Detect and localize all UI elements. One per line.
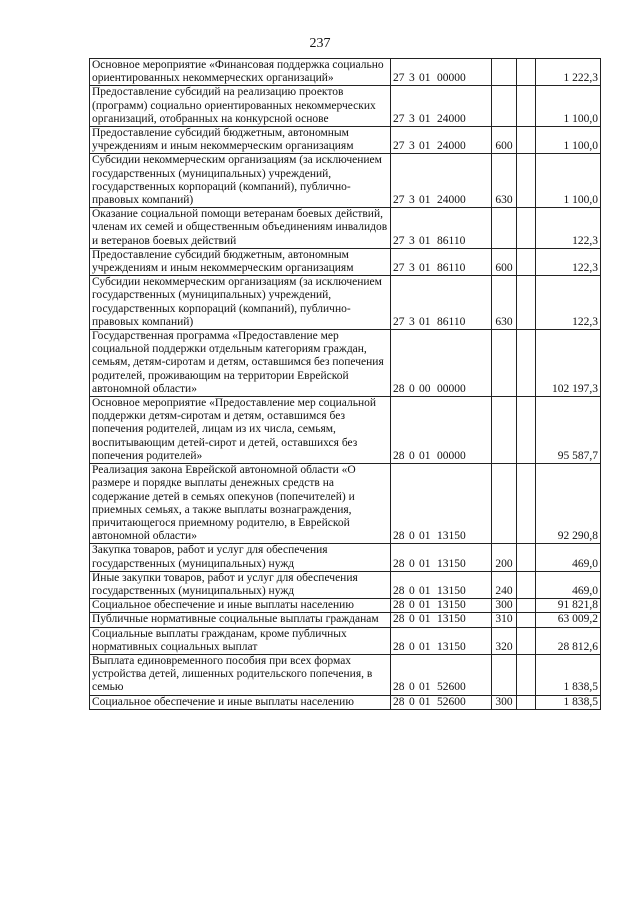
code-part: 01 [419, 640, 431, 653]
code-part: 0 [409, 613, 415, 626]
row-expense-type [492, 654, 517, 695]
row-expense-type: 310 [492, 613, 517, 627]
code-part: 28 [393, 557, 405, 570]
row-code [391, 571, 492, 598]
table-row [90, 59, 601, 86]
code-part: 27 [393, 262, 405, 275]
code-part: 13150 [437, 599, 466, 612]
row-name: Социальные выплаты гражданам, кроме публичных нормативных социальных выплат [90, 627, 391, 654]
row-code [391, 330, 492, 397]
row-empty-cell [517, 571, 536, 598]
code-part: 01 [419, 599, 431, 612]
code-part: 01 [419, 234, 431, 247]
code-part: 27 [393, 112, 405, 125]
row-sum: 28 812,6 [536, 627, 601, 654]
code-part: 27 [393, 72, 405, 85]
row-expense-type [492, 59, 517, 86]
code-part: 01 [419, 695, 431, 708]
row-empty-cell [517, 248, 536, 275]
code-part: 28 [393, 695, 405, 708]
row-empty-cell [517, 544, 536, 571]
row-name: Субсидии некоммерческим организациям (за исключением государственных (муниципальных) учреждений, государственных корпораций (компаний), публично-правовых компаний) [90, 276, 391, 330]
code-part: 28 [393, 449, 405, 462]
code-part: 0 [409, 599, 415, 612]
code-part: 3 [409, 112, 415, 125]
code-part: 01 [419, 112, 431, 125]
row-empty-cell [517, 464, 536, 544]
row-code [391, 59, 492, 86]
table-row [90, 330, 601, 397]
code-part: 3 [409, 140, 415, 153]
row-sum: 95 587,7 [536, 397, 601, 464]
row-sum: 1 838,5 [536, 695, 601, 709]
code-part: 52600 [437, 695, 466, 708]
row-expense-type: 200 [492, 544, 517, 571]
row-expense-type [492, 330, 517, 397]
row-sum: 469,0 [536, 544, 601, 571]
code-part: 0 [409, 530, 415, 543]
code-part: 3 [409, 194, 415, 207]
row-empty-cell [517, 599, 536, 613]
row-expense-type [492, 397, 517, 464]
row-sum: 1 100,0 [536, 86, 601, 127]
table-row [90, 464, 601, 544]
code-part: 0 [409, 695, 415, 708]
row-name: Реализация закона Еврейской автономной области «О размере и порядке выплаты денежных средств на содержание детей в семьях опекунов (попечителей) и приемных семьях, а также выплаты вознаграждения, причитающегося приемному родителю, в Еврейской автономной области» [90, 464, 391, 544]
code-part: 86110 [437, 315, 466, 328]
row-code [391, 248, 492, 275]
row-empty-cell [517, 613, 536, 627]
code-part: 00 [419, 382, 431, 395]
budget-table [89, 58, 601, 710]
row-sum: 1 100,0 [536, 154, 601, 208]
code-part: 86110 [437, 234, 466, 247]
budget-table-body [90, 59, 601, 710]
code-part: 01 [419, 315, 431, 328]
row-code [391, 86, 492, 127]
row-sum: 1 100,0 [536, 127, 601, 154]
row-name: Социальное обеспечение и иные выплаты населению [90, 695, 391, 709]
code-part: 27 [393, 140, 405, 153]
code-part: 28 [393, 681, 405, 694]
row-code [391, 613, 492, 627]
row-expense-type: 240 [492, 571, 517, 598]
row-sum: 122,3 [536, 276, 601, 330]
code-part: 27 [393, 194, 405, 207]
code-part: 0 [409, 640, 415, 653]
table-row [90, 654, 601, 695]
code-part: 13150 [437, 613, 466, 626]
code-part: 01 [419, 449, 431, 462]
table-row [90, 397, 601, 464]
row-code [391, 654, 492, 695]
table-row [90, 276, 601, 330]
row-name: Публичные нормативные социальные выплаты гражданам [90, 613, 391, 627]
row-empty-cell [517, 127, 536, 154]
code-part: 01 [419, 613, 431, 626]
table-row [90, 154, 601, 208]
code-part: 3 [409, 262, 415, 275]
code-part: 00000 [437, 449, 466, 462]
code-part: 0 [409, 681, 415, 694]
table-row [90, 127, 601, 154]
row-empty-cell [517, 627, 536, 654]
row-name: Закупка товаров, работ и услуг для обеспечения государственных (муниципальных) нужд [90, 544, 391, 571]
row-code [391, 397, 492, 464]
code-part: 86110 [437, 262, 466, 275]
code-part: 28 [393, 530, 405, 543]
row-name: Государственная программа «Предоставление мер социальной поддержки отдельным категориям граждан, семьям, детям-сиротам и детям, оставшимся без попечения родителей, проживающим на территории Еврейской автономной области» [90, 330, 391, 397]
code-part: 01 [419, 681, 431, 694]
page-number: 237 [309, 36, 331, 51]
row-name: Выплата единовременного пособия при всех формах устройства детей, лишенных родительского попечения, в семью [90, 654, 391, 695]
code-part: 13150 [437, 557, 466, 570]
row-name: Основное мероприятие «Финансовая поддержка социально ориентированных некоммерческих организаций» [90, 59, 391, 86]
code-part: 00000 [437, 382, 466, 395]
row-code [391, 464, 492, 544]
row-empty-cell [517, 276, 536, 330]
code-part: 13150 [437, 640, 466, 653]
row-expense-type: 630 [492, 154, 517, 208]
row-sum: 1 838,5 [536, 654, 601, 695]
code-part: 28 [393, 584, 405, 597]
code-part: 3 [409, 72, 415, 85]
code-part: 28 [393, 613, 405, 626]
row-name: Иные закупки товаров, работ и услуг для обеспечения государственных (муниципальных) нужд [90, 571, 391, 598]
row-code [391, 627, 492, 654]
row-code [391, 544, 492, 571]
code-part: 24000 [437, 194, 466, 207]
table-row [90, 695, 601, 709]
code-part: 01 [419, 530, 431, 543]
row-name: Основное мероприятие «Предоставление мер социальной поддержки детям-сиротам и детям, оставшимся без попечения родителей, лицам из их числа, семьям, воспитывающим детей-сирот и детей, оставшихся без попечения родителей» [90, 397, 391, 464]
row-expense-type: 320 [492, 627, 517, 654]
code-part: 3 [409, 315, 415, 328]
row-empty-cell [517, 330, 536, 397]
row-code [391, 127, 492, 154]
code-part: 01 [419, 584, 431, 597]
row-name: Социальное обеспечение и иные выплаты населению [90, 599, 391, 613]
row-code [391, 599, 492, 613]
code-part: 27 [393, 234, 405, 247]
code-part: 01 [419, 194, 431, 207]
table-row [90, 599, 601, 613]
row-expense-type: 630 [492, 276, 517, 330]
code-part: 01 [419, 72, 431, 85]
row-sum: 1 222,3 [536, 59, 601, 86]
code-part: 28 [393, 640, 405, 653]
row-expense-type: 300 [492, 599, 517, 613]
row-name: Предоставление субсидий бюджетным, автономным учреждениям и иным некоммерческим организациям [90, 248, 391, 275]
row-code [391, 208, 492, 249]
row-code [391, 154, 492, 208]
code-part: 00000 [437, 72, 466, 85]
row-sum: 122,3 [536, 248, 601, 275]
row-expense-type: 600 [492, 248, 517, 275]
row-sum: 91 821,8 [536, 599, 601, 613]
code-part: 01 [419, 262, 431, 275]
row-name: Субсидии некоммерческим организациям (за исключением государственных (муниципальных) учреждений, государственных корпораций (компаний), публично-правовых компаний) [90, 154, 391, 208]
row-sum: 92 290,8 [536, 464, 601, 544]
row-expense-type [492, 464, 517, 544]
table-row [90, 627, 601, 654]
code-part: 3 [409, 234, 415, 247]
row-sum: 122,3 [536, 208, 601, 249]
code-part: 27 [393, 315, 405, 328]
row-empty-cell [517, 154, 536, 208]
table-row [90, 571, 601, 598]
row-sum: 469,0 [536, 571, 601, 598]
table-row [90, 208, 601, 249]
row-code [391, 276, 492, 330]
code-part: 0 [409, 382, 415, 395]
code-part: 13150 [437, 530, 466, 543]
code-part: 28 [393, 599, 405, 612]
code-part: 0 [409, 449, 415, 462]
row-empty-cell [517, 208, 536, 249]
code-part: 24000 [437, 112, 466, 125]
code-part: 0 [409, 584, 415, 597]
row-sum: 63 009,2 [536, 613, 601, 627]
row-empty-cell [517, 86, 536, 127]
row-empty-cell [517, 695, 536, 709]
row-code [391, 695, 492, 709]
row-expense-type: 600 [492, 127, 517, 154]
row-name: Предоставление субсидий на реализацию проектов (программ) социально ориентированных некоммерческих организаций, отобранных на конкурсной основе [90, 86, 391, 127]
row-empty-cell [517, 397, 536, 464]
table-row [90, 86, 601, 127]
code-part: 01 [419, 557, 431, 570]
row-sum: 102 197,3 [536, 330, 601, 397]
code-part: 13150 [437, 584, 466, 597]
row-name: Предоставление субсидий бюджетным, автономным учреждениям и иным некоммерческим организациям [90, 127, 391, 154]
row-empty-cell [517, 654, 536, 695]
row-name: Оказание социальной помощи ветеранам боевых действий, членам их семей и общественным объединениям инвалидов и ветеранов боевых действий [90, 208, 391, 249]
code-part: 28 [393, 382, 405, 395]
table-row [90, 248, 601, 275]
code-part: 01 [419, 140, 431, 153]
row-expense-type [492, 208, 517, 249]
code-part: 52600 [437, 681, 466, 694]
code-part: 24000 [437, 140, 466, 153]
row-expense-type [492, 86, 517, 127]
code-part: 0 [409, 557, 415, 570]
row-expense-type: 300 [492, 695, 517, 709]
row-empty-cell [517, 59, 536, 86]
table-row [90, 544, 601, 571]
table-row [90, 613, 601, 627]
